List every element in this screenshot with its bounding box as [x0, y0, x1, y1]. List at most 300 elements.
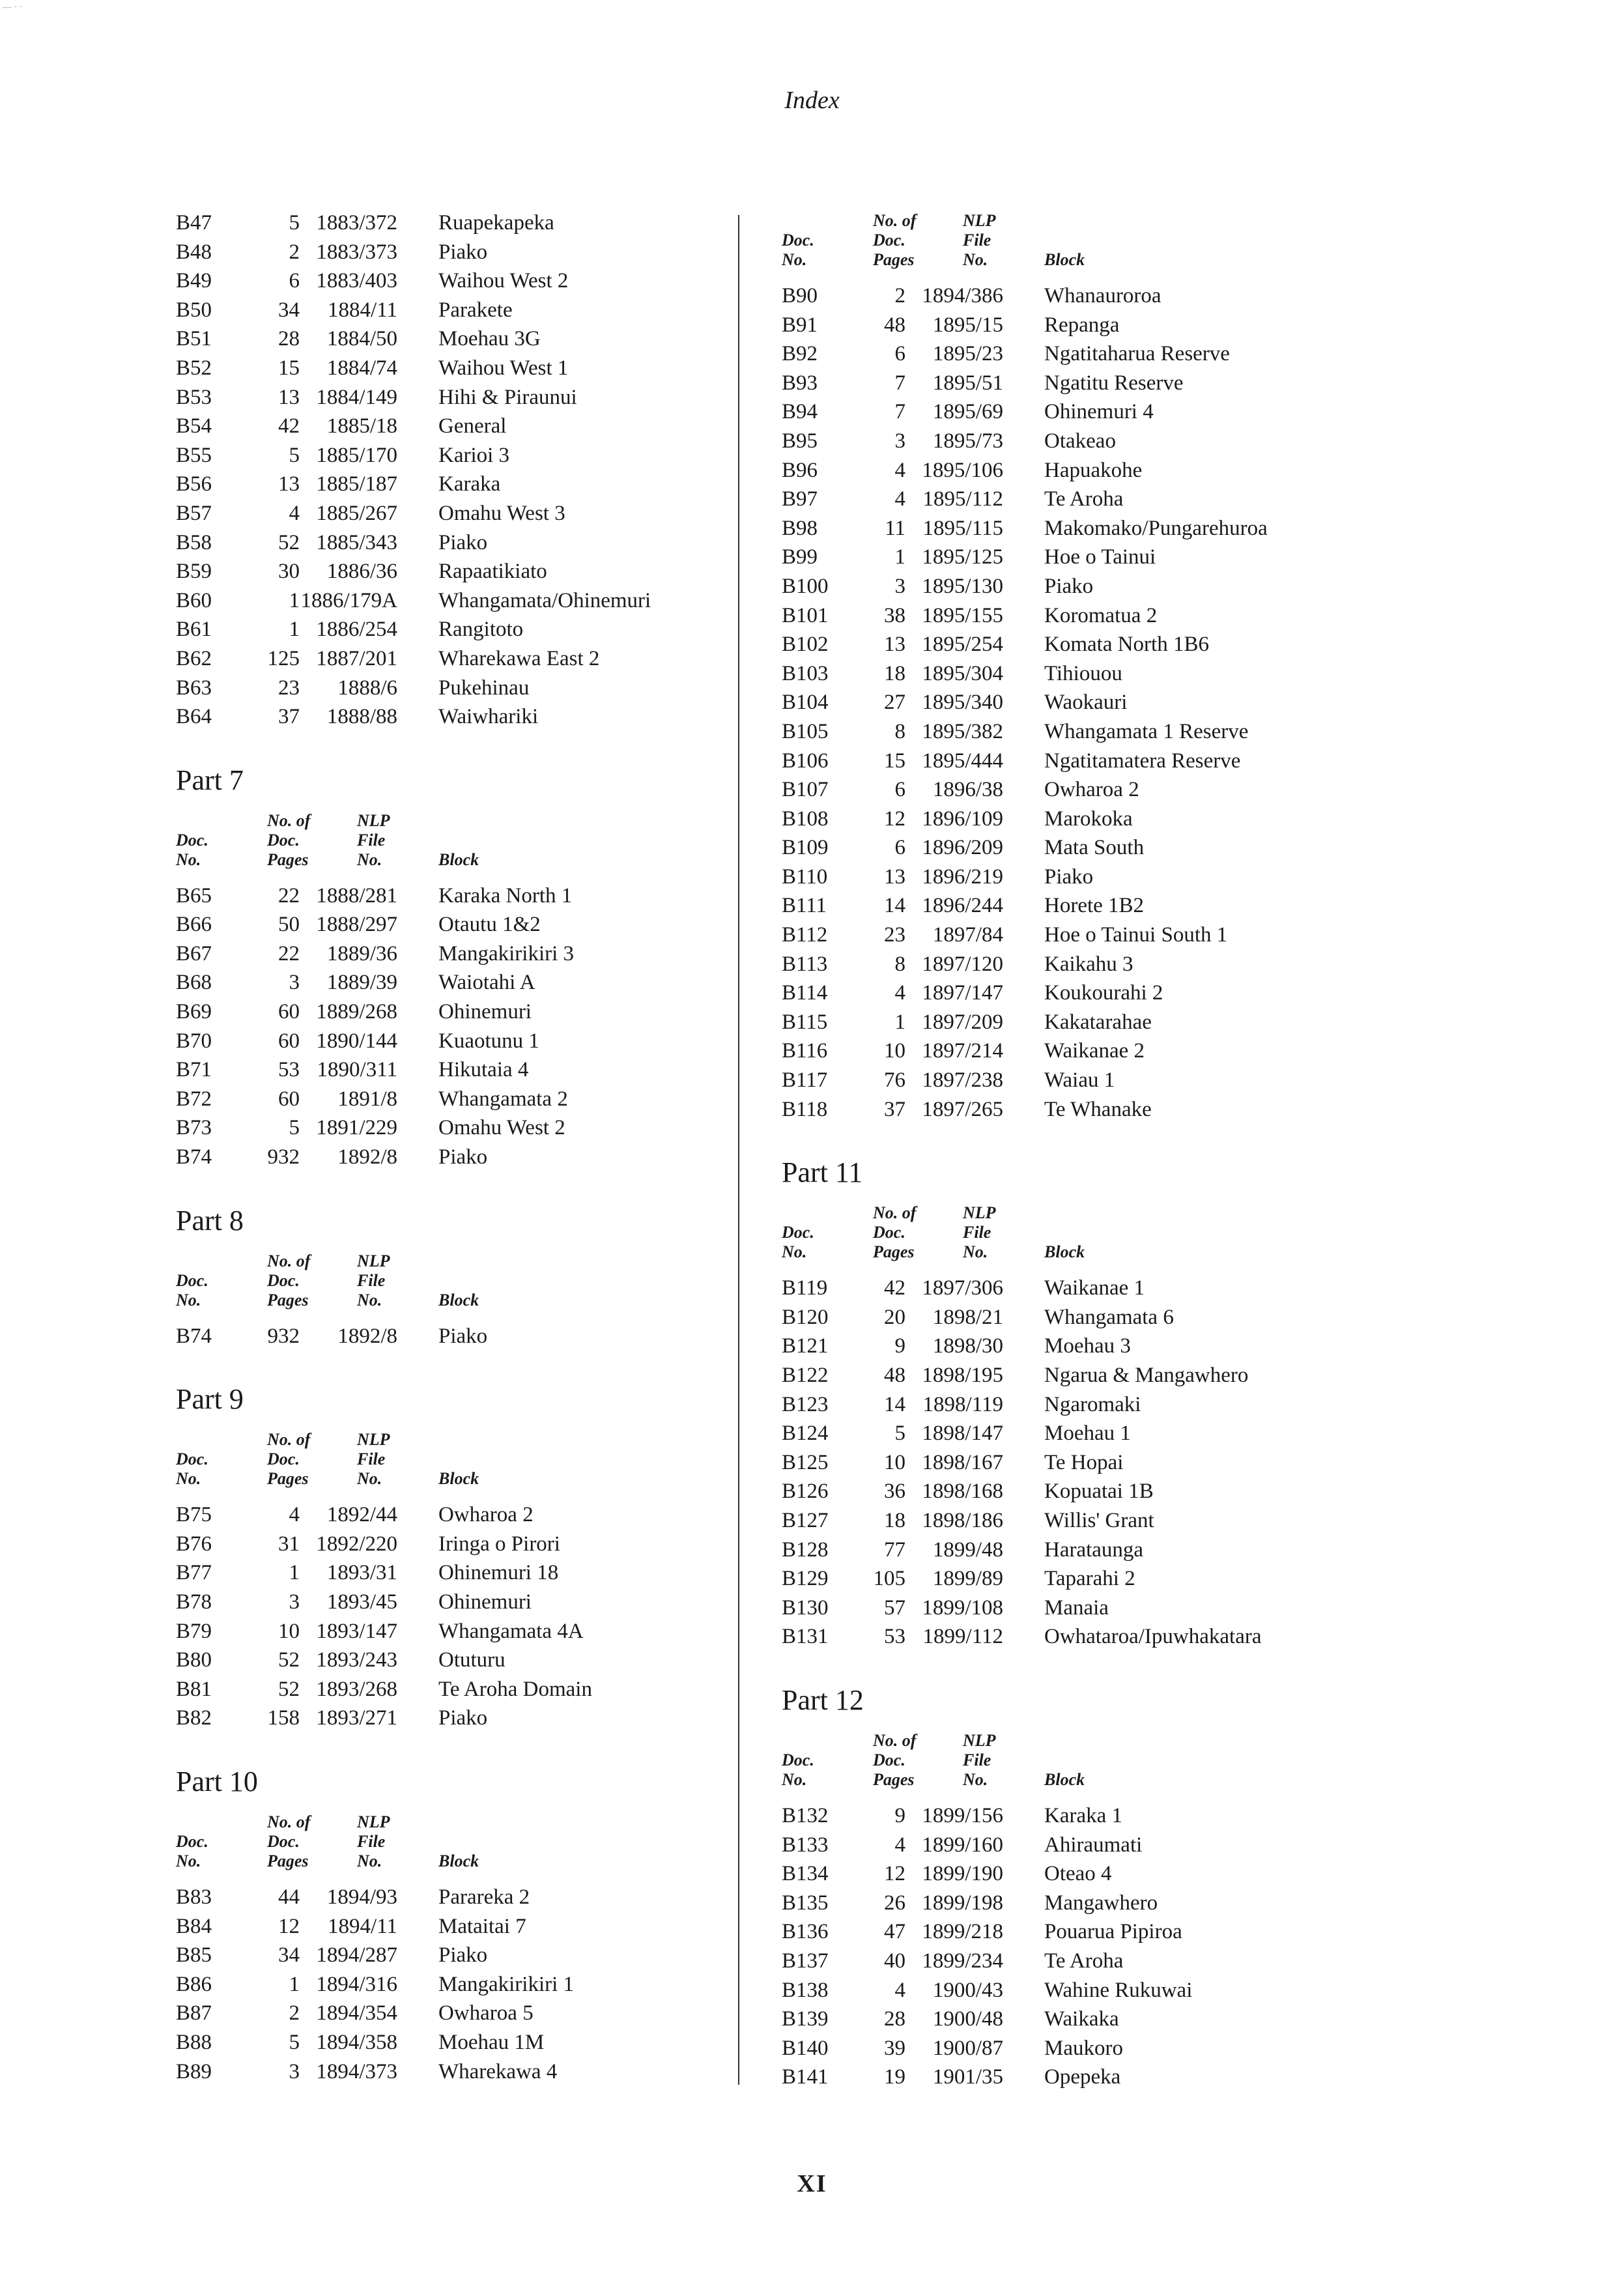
- nlp-file-number: 1899/89: [932, 1567, 1003, 1591]
- table-row: [782, 1448, 1368, 1478]
- doc-number: B136: [782, 1920, 829, 1944]
- block-name: General: [438, 414, 507, 438]
- doc-number: B124: [782, 1422, 829, 1446]
- header-file-line: NLP: [963, 1203, 996, 1223]
- doc-number: B63: [176, 676, 212, 700]
- block-name: Makomako/Pungarehuroa: [1044, 516, 1268, 540]
- doc-number: B76: [176, 1532, 212, 1556]
- nlp-file-number: 1899/156: [922, 1803, 1003, 1827]
- block-name: Manaia: [1044, 1595, 1109, 1620]
- block-name: Willis' Grant: [1044, 1508, 1154, 1532]
- doc-number: B51: [176, 327, 212, 351]
- table-row: [176, 939, 762, 969]
- doc-number: B101: [782, 603, 829, 627]
- header-pages-line: No. of: [873, 1730, 917, 1750]
- nlp-file-number: 1895/73: [932, 429, 1003, 453]
- table-row: [176, 1646, 762, 1675]
- nlp-file-number: 1898/167: [922, 1450, 1003, 1474]
- table-row: [782, 1859, 1368, 1889]
- block-name: Te Whanake: [1044, 1097, 1152, 1121]
- block-name: Piako: [438, 530, 488, 554]
- column-header: [176, 808, 762, 881]
- header-file-line: No.: [357, 1469, 382, 1489]
- nlp-file-number: 1898/119: [922, 1392, 1003, 1416]
- nlp-file-number: 1895/340: [922, 691, 1003, 715]
- header-pages-line: Pages: [267, 1290, 309, 1309]
- doc-number: B69: [176, 1000, 212, 1024]
- nlp-file-number: 1883/373: [316, 240, 397, 264]
- nlp-file-number: 1899/48: [932, 1538, 1003, 1562]
- nlp-file-number: 1895/69: [932, 400, 1003, 424]
- table-row: [782, 281, 1368, 311]
- nlp-file-number: 1893/268: [316, 1677, 397, 1701]
- page-count: 1: [289, 588, 300, 612]
- doc-number: B111: [782, 894, 827, 918]
- doc-number: B88: [176, 2030, 212, 2054]
- block-name: Hikutaia 4: [438, 1058, 529, 1082]
- nlp-file-number: 1885/187: [316, 472, 397, 496]
- table-row: [782, 2034, 1368, 2063]
- nlp-file-number: 1898/147: [922, 1422, 1003, 1446]
- page-count: 5: [289, 1116, 300, 1140]
- doc-number: B53: [176, 385, 212, 409]
- nlp-file-number: 1893/147: [316, 1619, 397, 1643]
- table-row: [782, 397, 1368, 427]
- page-count: 60: [278, 1029, 300, 1053]
- header-pages-line: Pages: [873, 250, 915, 269]
- block-name: Kakatarahae: [1044, 1010, 1152, 1034]
- doc-number: B121: [782, 1334, 829, 1358]
- doc-number: B62: [176, 646, 212, 670]
- block-name: Moehau 3G: [438, 327, 541, 351]
- header-pages-line: Pages: [267, 1469, 309, 1489]
- doc-number: B57: [176, 501, 212, 525]
- page-count: 28: [278, 327, 300, 351]
- header-block: Block: [1044, 250, 1085, 269]
- block-name: Whanauroroa: [1044, 284, 1161, 308]
- header-pages-line: Doc.: [873, 1750, 905, 1769]
- doc-number: B122: [782, 1364, 829, 1387]
- block-name: Hihi & Piraunui: [438, 385, 577, 409]
- table-row: [176, 1970, 762, 1999]
- doc-number: B105: [782, 719, 829, 743]
- block-name: Karioi 3: [438, 443, 510, 467]
- nlp-file-number: 1900/87: [932, 2036, 1003, 2060]
- doc-number: B74: [176, 1145, 212, 1169]
- table-row: [782, 427, 1368, 456]
- page-count: 2: [894, 284, 905, 308]
- table-row: [782, 339, 1368, 369]
- table-row: [176, 1113, 762, 1143]
- header-doc-line: No.: [176, 1851, 201, 1870]
- page-count: 6: [894, 342, 905, 366]
- doc-number: B78: [176, 1590, 212, 1614]
- nlp-file-number: 1896/209: [922, 836, 1003, 860]
- table-row: [782, 1976, 1368, 2005]
- nlp-file-number: 1892/8: [337, 1324, 397, 1348]
- table-row: [782, 601, 1368, 631]
- section-title: Part 7: [176, 764, 244, 796]
- nlp-file-number: 1893/243: [316, 1648, 397, 1672]
- doc-number: B106: [782, 749, 829, 773]
- header-doc-line: No.: [782, 1769, 807, 1789]
- nlp-file-number: 1898/168: [922, 1480, 1003, 1504]
- nlp-file-number: 1890/311: [317, 1058, 397, 1082]
- page-count: 4: [894, 1833, 905, 1857]
- page-count: 60: [278, 1087, 300, 1111]
- block-name: Omahu West 2: [438, 1116, 565, 1140]
- header-pages-line: No. of: [267, 1812, 311, 1831]
- table-row: [176, 1322, 762, 1351]
- nlp-file-number: 1895/51: [932, 371, 1003, 395]
- page-count: 48: [884, 1364, 905, 1387]
- doc-number: B81: [176, 1677, 212, 1701]
- block-name: Horete 1B2: [1044, 894, 1145, 918]
- doc-number: B83: [176, 1885, 212, 1909]
- page-count: 39: [884, 2036, 905, 2060]
- table-row: [176, 997, 762, 1027]
- table-row: [782, 514, 1368, 543]
- doc-number: B77: [176, 1561, 212, 1585]
- nlp-file-number: 1893/31: [326, 1561, 397, 1585]
- table-row: [176, 1617, 762, 1646]
- block-name: Pouarua Pipiroa: [1044, 1920, 1182, 1944]
- nlp-file-number: 1884/50: [326, 327, 397, 351]
- block-name: Te Hopai: [1044, 1450, 1124, 1474]
- doc-number: B114: [782, 981, 828, 1005]
- table-row: [782, 717, 1368, 747]
- doc-number: B138: [782, 1978, 829, 2002]
- nlp-file-number: 1883/403: [316, 269, 397, 293]
- header-file-line: File: [963, 1223, 991, 1242]
- table-row: [176, 1883, 762, 1912]
- block-name: Ruapekapeka: [438, 211, 554, 235]
- doc-number: B93: [782, 371, 818, 395]
- table-row: [782, 1361, 1368, 1390]
- block-name: Ngatitaharua Reserve: [1044, 342, 1230, 366]
- page-title: Index: [784, 87, 840, 114]
- header-pages-line: Doc.: [873, 1223, 905, 1242]
- table-row: [782, 891, 1368, 921]
- page-count: 7: [894, 371, 905, 395]
- block-name: Waiau 1: [1044, 1068, 1115, 1093]
- block-name: Hoe o Tainui South 1: [1044, 923, 1228, 947]
- page-count: 8: [894, 952, 905, 976]
- page-count: 34: [278, 1943, 300, 1967]
- page-count: 9: [894, 1803, 905, 1827]
- nlp-file-number: 1890/144: [316, 1029, 397, 1053]
- header-pages-line: No. of: [267, 810, 311, 830]
- page-count: 12: [884, 807, 905, 831]
- page-count: 76: [884, 1068, 905, 1093]
- page-count: 57: [884, 1595, 905, 1620]
- page-count: 1: [289, 1561, 300, 1585]
- header-file-line: NLP: [357, 1812, 390, 1831]
- block-name: Owharoa 2: [1044, 778, 1139, 802]
- doc-number: B97: [782, 487, 818, 511]
- table-row: [782, 1419, 1368, 1448]
- doc-number: B100: [782, 574, 829, 598]
- table-row: [176, 674, 762, 703]
- page-count: 932: [267, 1145, 300, 1169]
- doc-number: B120: [782, 1305, 829, 1329]
- page-count: 31: [278, 1532, 300, 1556]
- page-count: 42: [884, 1276, 905, 1300]
- block-name: Waihou West 2: [438, 269, 569, 293]
- doc-number: B119: [782, 1276, 828, 1300]
- block-name: Mataitai 7: [438, 1914, 526, 1938]
- table-row: [782, 1303, 1368, 1332]
- doc-number: B109: [782, 836, 829, 860]
- nlp-file-number: 1897/265: [922, 1097, 1003, 1121]
- block-name: Karaka: [438, 472, 501, 496]
- nlp-file-number: 1898/195: [922, 1364, 1003, 1387]
- header-doc-line: Doc.: [782, 1223, 814, 1242]
- header-file-line: No.: [963, 1769, 988, 1789]
- page-count: 6: [894, 778, 905, 802]
- table-row: [176, 470, 762, 499]
- block-name: Piako: [1044, 865, 1094, 889]
- block-name: Ohinemuri 4: [1044, 400, 1154, 424]
- doc-number: B56: [176, 472, 212, 496]
- header-doc-line: No.: [176, 850, 201, 869]
- page-count: 19: [884, 2065, 905, 2089]
- table-row: [782, 1622, 1368, 1652]
- block-name: Waiwhariki: [438, 705, 539, 729]
- nlp-file-number: 1899/218: [922, 1920, 1003, 1944]
- index-section: [176, 1202, 762, 1351]
- table-row: [176, 1085, 762, 1114]
- nlp-file-number: 1898/186: [922, 1508, 1003, 1532]
- doc-number: B131: [782, 1625, 829, 1649]
- block-name: Koromatua 2: [1044, 603, 1158, 627]
- header-pages-line: Pages: [873, 1769, 915, 1789]
- index-section: [176, 1381, 762, 1733]
- doc-number: B74: [176, 1324, 212, 1348]
- block-name: Piako: [438, 1943, 488, 1967]
- header-file-line: No.: [357, 1851, 382, 1870]
- page-count: 5: [289, 211, 300, 235]
- block-name: Piako: [438, 1145, 488, 1169]
- nlp-file-number: 1886/179A: [300, 588, 397, 612]
- block-name: Koukourahi 2: [1044, 981, 1163, 1005]
- block-name: Piako: [438, 1324, 488, 1348]
- header-doc-line: No.: [782, 1242, 807, 1262]
- table-row: [782, 2063, 1368, 2092]
- table-row: [176, 910, 762, 939]
- header-block: Block: [438, 850, 479, 869]
- table-row: [782, 833, 1368, 863]
- nlp-file-number: 1889/36: [326, 941, 397, 966]
- doc-number: B58: [176, 530, 212, 554]
- block-name: Owharoa 2: [438, 1503, 534, 1527]
- header-pages-line: No. of: [873, 211, 917, 230]
- nlp-file-number: 1898/30: [932, 1334, 1003, 1358]
- header-pages-line: Pages: [267, 1851, 309, 1870]
- doc-number: B110: [782, 865, 828, 889]
- header-doc-line: Doc.: [782, 231, 814, 250]
- nlp-file-number: 1885/170: [316, 443, 397, 467]
- table-row: [782, 1506, 1368, 1536]
- page-count: 23: [278, 676, 300, 700]
- table-row: [782, 659, 1368, 689]
- nlp-file-number: 1888/297: [316, 913, 397, 937]
- header-file-line: No.: [357, 850, 382, 869]
- nlp-file-number: 1894/354: [316, 2001, 397, 2025]
- table-row: [176, 1704, 762, 1733]
- block-name: Otakeao: [1044, 429, 1116, 453]
- nlp-file-number: 1891/229: [316, 1116, 397, 1140]
- nlp-file-number: 1895/15: [932, 313, 1003, 337]
- header-block: Block: [438, 1290, 479, 1309]
- nlp-file-number: 1894/316: [316, 1972, 397, 1996]
- table-row: [782, 369, 1368, 398]
- table-row: [782, 979, 1368, 1008]
- page-count: 158: [267, 1706, 300, 1730]
- doc-number: B49: [176, 269, 212, 293]
- doc-number: B117: [782, 1068, 828, 1093]
- section-title: Part 9: [176, 1383, 244, 1416]
- page-count: 26: [884, 1891, 905, 1915]
- block-name: Moehau 3: [1044, 1334, 1131, 1358]
- index-section: [176, 1763, 762, 2086]
- doc-number: B129: [782, 1567, 829, 1591]
- header-doc-line: Doc.: [782, 1750, 814, 1769]
- table-row: [782, 1390, 1368, 1420]
- page-count: 1: [894, 545, 905, 569]
- table-row: [782, 1095, 1368, 1124]
- nlp-file-number: 1899/190: [922, 1862, 1003, 1886]
- block-name: Hoe o Tainui: [1044, 545, 1156, 569]
- table-row: [176, 1500, 762, 1530]
- page-count: 48: [884, 313, 905, 337]
- block-name: Taparahi 2: [1044, 1567, 1135, 1591]
- section-title: Part 8: [176, 1204, 244, 1237]
- table-row: [176, 1530, 762, 1559]
- page-count: 5: [289, 443, 300, 467]
- block-name: Kuaotunu 1: [438, 1029, 539, 1053]
- page-count: 12: [884, 1862, 905, 1886]
- table-row: [176, 1143, 762, 1172]
- nlp-file-number: 1893/45: [326, 1590, 397, 1614]
- block-name: Parakete: [438, 298, 513, 322]
- page-count: 15: [884, 749, 905, 773]
- page-count: 3: [289, 1590, 300, 1614]
- page-count: 22: [278, 941, 300, 966]
- block-name: Ngarua & Mangawhero: [1044, 1364, 1249, 1387]
- nlp-file-number: 1886/254: [316, 618, 397, 642]
- table-row: [176, 324, 762, 354]
- block-name: Whangamata 2: [438, 1087, 568, 1111]
- doc-number: B84: [176, 1914, 212, 1938]
- index-section: [782, 208, 1368, 1124]
- table-row: [782, 311, 1368, 340]
- page-count: 14: [884, 1392, 905, 1416]
- table-row: [176, 1588, 762, 1617]
- block-name: Whangamata 4A: [438, 1619, 584, 1643]
- doc-number: B128: [782, 1538, 829, 1562]
- nlp-file-number: 1897/209: [922, 1010, 1003, 1034]
- doc-number: B103: [782, 661, 829, 685]
- column-header: [176, 1810, 762, 1883]
- page-count: 4: [894, 458, 905, 482]
- doc-number: B89: [176, 2059, 212, 2083]
- nlp-file-number: 1899/160: [922, 1833, 1003, 1857]
- doc-number: B95: [782, 429, 818, 453]
- block-name: Wharekawa 4: [438, 2059, 558, 2083]
- page-count: 52: [278, 1677, 300, 1701]
- block-name: Owhataroa/Ipuwhakatara: [1044, 1625, 1262, 1649]
- doc-number: B107: [782, 778, 829, 802]
- page-count: 5: [894, 1422, 905, 1446]
- doc-number: B55: [176, 443, 212, 467]
- index-section: [782, 1154, 1368, 1652]
- nlp-file-number: 1894/358: [316, 2030, 397, 2054]
- header-doc-line: Doc.: [176, 1831, 208, 1851]
- table-row: [176, 354, 762, 383]
- block-name: Mangakirikiri 1: [438, 1972, 575, 1996]
- doc-number: B133: [782, 1833, 829, 1857]
- table-row: [176, 1558, 762, 1588]
- block-name: Rangitoto: [438, 618, 524, 642]
- nlp-file-number: 1888/88: [326, 705, 397, 729]
- nlp-file-number: 1895/444: [922, 749, 1003, 773]
- table-row: [176, 881, 762, 911]
- page-count: 13: [884, 633, 905, 657]
- block-name: Otautu 1&2: [438, 913, 541, 937]
- page-count: 18: [884, 661, 905, 685]
- page-count: 6: [289, 269, 300, 293]
- doc-number: B50: [176, 298, 212, 322]
- section-title: Part 10: [176, 1765, 258, 1797]
- header-pages-line: Doc.: [873, 231, 905, 250]
- doc-number: B92: [782, 342, 818, 366]
- page-count: 1: [894, 1010, 905, 1034]
- table-row: [176, 1941, 762, 1970]
- nlp-file-number: 1896/109: [922, 807, 1003, 831]
- page-count: 4: [894, 487, 905, 511]
- page-count: 10: [884, 1450, 905, 1474]
- nlp-file-number: 1899/108: [922, 1595, 1003, 1620]
- page-count: 12: [278, 1914, 300, 1938]
- page-count: 28: [884, 2007, 905, 2031]
- doc-number: B108: [782, 807, 829, 831]
- header-pages-line: No. of: [267, 1430, 311, 1450]
- page-count: 30: [278, 560, 300, 584]
- nlp-file-number: 1895/130: [922, 574, 1003, 598]
- page-count: 15: [278, 356, 300, 380]
- table-row: [176, 412, 762, 441]
- header-file-line: File: [963, 1750, 991, 1769]
- header-file-line: File: [357, 1450, 386, 1469]
- header-file-line: NLP: [357, 1251, 390, 1270]
- block-name: Ohinemuri: [438, 1000, 532, 1024]
- block-name: Piako: [438, 240, 488, 264]
- nlp-file-number: 1886/36: [326, 560, 397, 584]
- doc-number: B99: [782, 545, 818, 569]
- nlp-file-number: 1896/219: [922, 865, 1003, 889]
- block-name: Parareka 2: [438, 1885, 530, 1909]
- block-name: Ngaromaki: [1044, 1392, 1141, 1416]
- page-count: 53: [884, 1625, 905, 1649]
- page-count: 37: [884, 1097, 905, 1121]
- nlp-file-number: 1900/48: [932, 2007, 1003, 2031]
- header-file-line: No.: [357, 1290, 382, 1309]
- doc-number: B86: [176, 1972, 212, 1996]
- table-row: [782, 950, 1368, 979]
- table-row: [782, 1564, 1368, 1594]
- page-count: 9: [894, 1334, 905, 1358]
